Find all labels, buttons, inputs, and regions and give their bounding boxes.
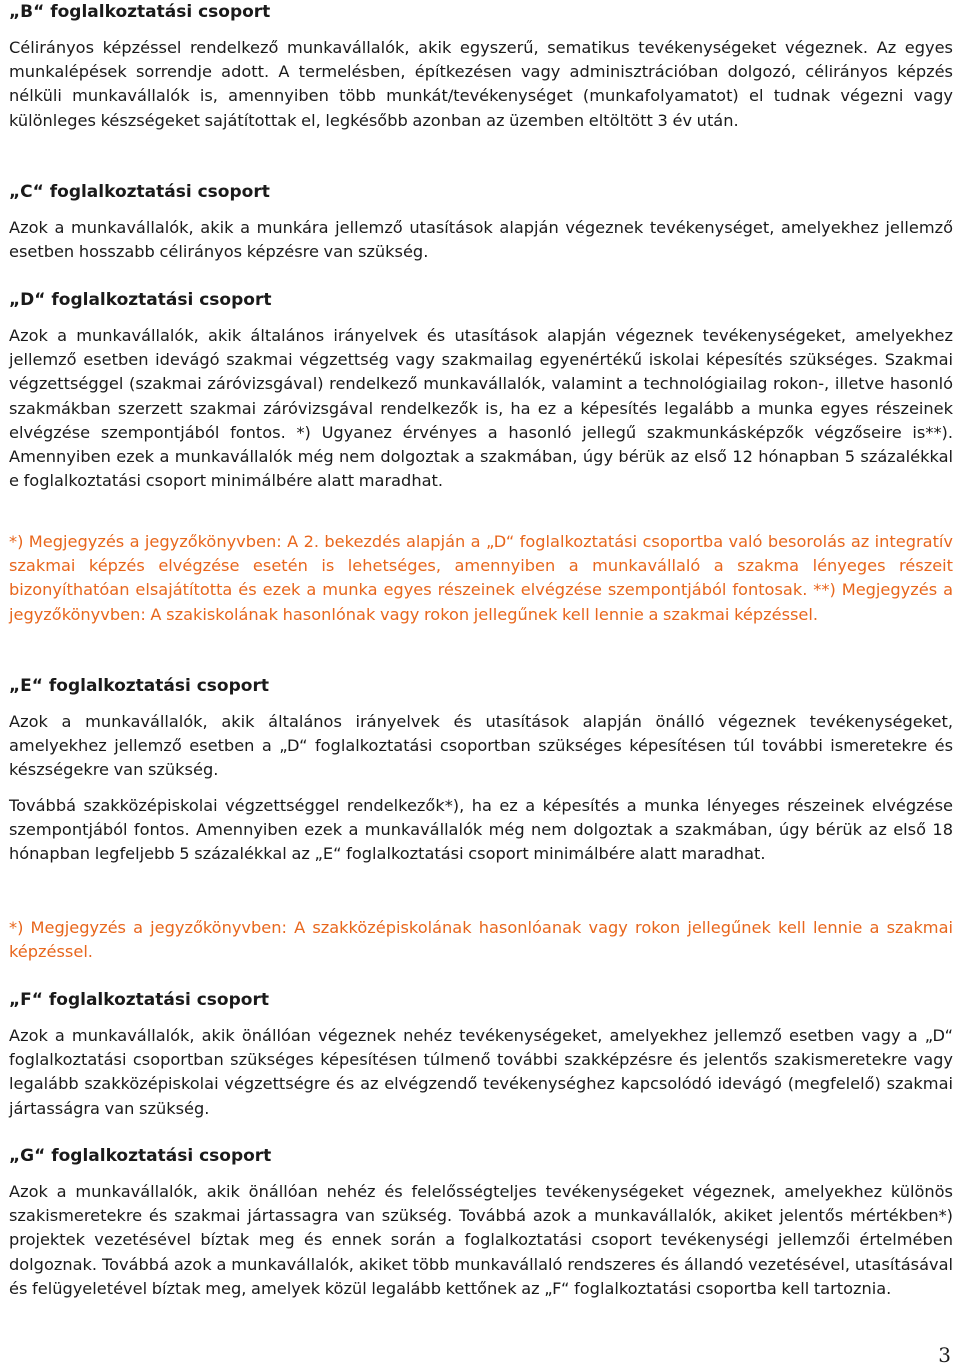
footnote-note: *) Megjegyzés a jegyzőkönyvben: A szakközépiskolának hasonlóanak vagy rokon jellegűnek kell lennie a szakmai képzéssel.: [9, 918, 953, 962]
section-paragraph: Azok a munkavállalók, akik önállóan végeznek nehéz tevékenységeket, amelyekhez jellemző esetben vagy a „D“ foglalkoztatási csoportban szükséges képesítésen túlmenő további szakképzésre és jelentős szakismeretekre vagy legalább szakközépiskolai végzettségre és az elvégzendő tevékenységhez kapcsolódó idevágó (megfelelő) szakmai jártasságra van szükség.: [9, 1026, 953, 1118]
section-heading: „C“ foglalkoztatási csoport: [9, 182, 270, 202]
section-heading: „E“ foglalkoztatási csoport: [9, 676, 269, 696]
section-paragraph: Azok a munkavállalók, akik általános irányelvek és utasítások alapján önálló végeznek tevékenységeket, amelyekhez jellemző esetben a „D“ foglalkoztatási csoportban szükséges képesítésen túl további ismeretekre és készségekre van szükség.: [9, 712, 953, 780]
section-paragraph: Azok a munkavállalók, akik általános irányelvek és utasítások alapján végeznek tevékenységeket, amelyekhez jellemző esetben idevágó szakmai végzettség vagy szakmailag egyenértékű iskolai képesítés szükséges. Szakmai végzettséggel (szakmai záróvizsgával) rendelkező munkavállalók, valamint a technológiailag rokon-, illetve hasonló szakmákban szerzett szakmai záróvizsgával rendelkezők is, ha ez a képesítés legalább a munka egyes részeinek elvégzése szempontjából fontos. *) Ugyanez érvényes a hasonló jellegű szakmunkásképzők végzőseire is**). Amennyiben ezek a munkavállalók még nem dolgoztak a szakmában, úgy bérük az első 12 hónapban 5 százalékkal e foglalkoztatási csoport minimálbére alatt maradhat.: [9, 326, 953, 491]
section-paragraph: Továbbá szakközépiskolai végzettséggel rendelkezők*), ha ez a képesítés a munka lényeges részeinek elvégzése szempontjából fontos. Amennyiben ezek a munkavállalók még nem dolgoztak a szakmában, úgy bérük az első 18 hónapban legfeljebb 5 százalékkal az „E“ foglalkoztatási csoport minimálbére alatt maradhat.: [9, 796, 953, 864]
section-heading: „G“ foglalkoztatási csoport: [9, 1146, 272, 1166]
section-paragraph: Célirányos képzéssel rendelkező munkavállalók, akik egyszerű, sematikus tevékenységeket végeznek. Az egyes munkalépések sorrendje adott. A termelésben, építkezésen vagy adminisztrációban dolgozó, célirányos képzés nélküli munkavállalók is, amennyiben több munkát/tevékenységet (munkafolyamatot) el tudnak végezni vagy különleges készségeket sajátítottak el, legkésőbb azonban az üzemben eltöltött 3 év után.: [9, 38, 953, 130]
section-heading: „D“ foglalkoztatási csoport: [9, 290, 272, 310]
section-paragraph: Azok a munkavállalók, akik önállóan nehéz és felelősségteljes tevékenységeket végeznek, amelyekhez különös szakismeretekre és szakmai jártassagra van szükség. Továbbá azok a munkavállalók, akiket jelentős mértékben*) projektek vezetésével bíztak meg és ennek során a foglalkoztatási csoport tevékenységi jellemzői értelmében dolgoznak. Továbbá azok a munkavállalók, akiket több munkavállaló rendszeres és állandó vezetésével, utasításával és felügyeletével bíztak meg, amelyek közül legalább kettőnek az „F“ foglalkoztatási csoportba kell tartoznia.: [9, 1182, 953, 1298]
page-number: 3: [938, 1343, 951, 1367]
section-heading: „F“ foglalkoztatási csoport: [9, 990, 269, 1010]
footnote-note: *) Megjegyzés a jegyzőkönyvben: A 2. bekezdés alapján a „D“ foglalkoztatási csoportba való besorolás az integratív szakmai képzés elvégzése esetén is lehetséges, amennyiben a munkavállaló a szakma lényeges részeit bizonyíthatóan elsajátította és ezek a munka egyes részeinek elvégzése szempontjából fontosak. **) Megjegyzés a jegyzőkönyvben: A szakiskolának hasonlónak vagy rokon jellegűnek kell lennie a szakmai képzéssel.: [9, 532, 953, 624]
section-heading: „B“ foglalkoztatási csoport: [9, 2, 271, 22]
section-paragraph: Azok a munkavállalók, akik a munkára jellemző utasítások alapján végeznek tevékenységet, amelyekhez jellemző esetben hosszabb célirányos képzésre van szükség.: [9, 218, 953, 262]
